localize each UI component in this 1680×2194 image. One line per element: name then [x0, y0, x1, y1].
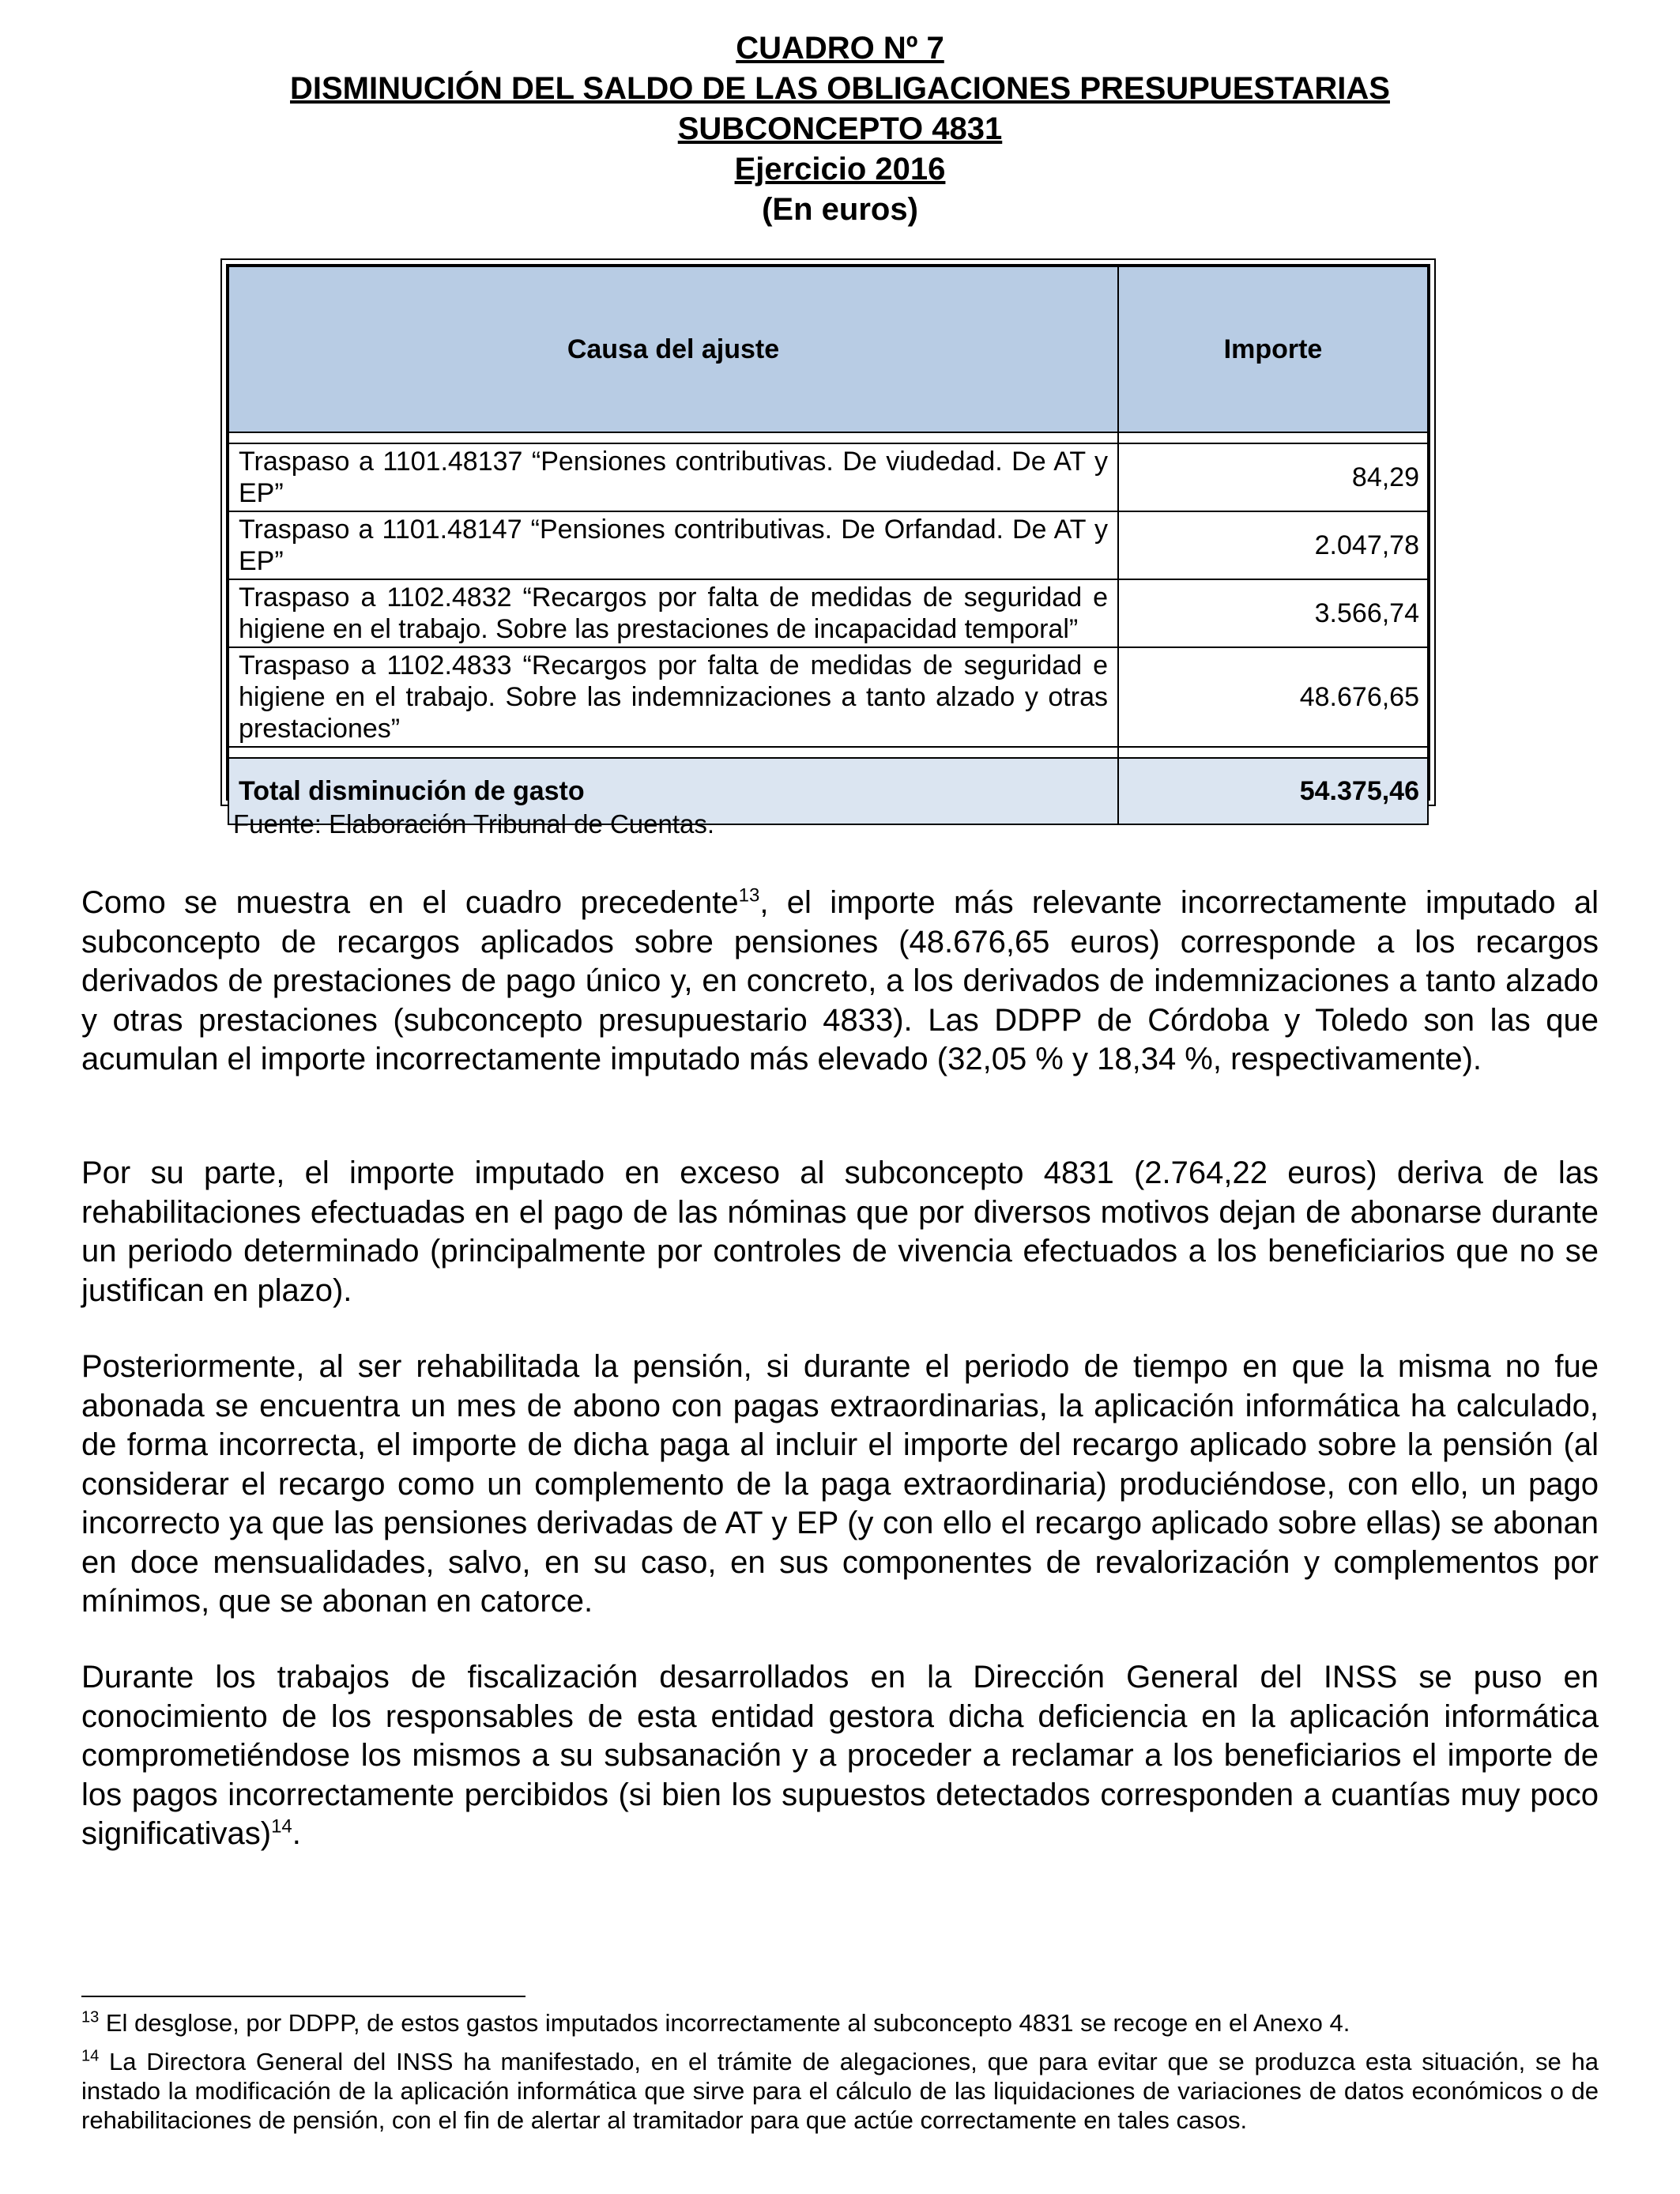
table-title-block — [0, 28, 1680, 230]
paragraph-text: , el importe más relevante incorrectamente imputado al subconcepto de recargos aplicados sobre pensiones (48.676,65 euros) corresponde a los recargos derivados de prestaciones de pago único y, en concreto, a los derivados de indemnizaciones a tanto alzado y otras prestaciones (subconcepto presupuestario 4833). Las DDPP de Córdoba y Toledo son las que acumulan el importe incorrectamente imputado más elevado (32,05 % y 18,34 %, respectivamente). — [81, 885, 1599, 1076]
table-row — [228, 579, 1428, 647]
footnote-13 — [81, 2008, 1599, 2038]
table-units: (En euros) — [762, 192, 918, 227]
total-label: Total disminución de gasto — [228, 758, 1118, 824]
paragraph-3: Posteriormente, al ser rehabilitada la pensión, si durante el periodo de tiempo en que la misma no fue abonada se encuentra un mes de abono con pagas extraordinarias, la aplicación informática ha calculado, de forma incorrecta, el importe de dicha paga al incluir el importe del recargo aplicado sobre la pensión (al considerar el recargo como un complemento de la paga extraordinaria) produciéndose, con ello, un pago incorrecto ya que las pensiones derivadas de AT y EP (y con ello el recargo aplicado sobre ellas) se abonan en doce mensualidades, salvo, en su caso, en sus componentes de revalorización y complementos por mínimos, que se abonan en catorce. — [81, 1349, 1599, 1619]
row-cause: Traspaso a 1102.4832 “Recargos por falta de medidas de seguridad e higiene en el trabajo. Sobre las prestaciones de incapacidad temporal” — [228, 579, 1118, 647]
row-amount: 48.676,65 — [1118, 647, 1428, 747]
footnote-separator — [81, 1996, 525, 1997]
footnote-text: El desglose, por DDPP, de estos gastos imputados incorrectamente al subconcepto 4831 se recoge en el Anexo 4. — [99, 2009, 1350, 2037]
paragraph-text: Como se muestra en el cuadro precedente — [81, 885, 739, 920]
paragraph-1 — [81, 884, 1599, 1080]
row-cause: Traspaso a 1102.4833 “Recargos por falta de medidas de seguridad e higiene en el trabajo. Sobre las indemnizaciones a tanto alzado y otras prestaciones” — [228, 647, 1118, 747]
total-amount: 54.375,46 — [1118, 758, 1428, 824]
paragraph-text: . — [292, 1816, 301, 1851]
footnote-number: 14 — [81, 2047, 100, 2065]
row-amount: 3.566,74 — [1118, 579, 1428, 647]
footnote-text: La Directora General del INSS ha manifestado, en el trámite de alegaciones, que para evitar que se produzca esta situación, se ha instado la modificación de la aplicación informática que sirve para el cálculo de las liquidaciones de variaciones de datos económicos o de rehabilitaciones de pensión, con el fin de alertar al tramitador para que actúe correctamente en tales casos. — [81, 2048, 1599, 2134]
table-source: Fuente: Elaboración Tribunal de Cuentas. — [233, 809, 715, 839]
table-number: CUADRO Nº 7 — [736, 31, 944, 66]
paragraph-4 — [81, 1658, 1599, 1854]
table-row — [228, 511, 1428, 579]
footnote-number: 13 — [81, 2008, 100, 2026]
table-subtitle-year: Ejercicio 2016 — [734, 152, 946, 187]
table-row — [228, 647, 1428, 747]
paragraph-text: Durante los trabajos de fiscalización desarrollados en la Dirección General del INSS se puso en conocimiento de los responsables de esta entidad gestora dicha deficiencia en la aplicación informática comprometiéndose los mismos a su subsanación y a proceder a reclamar a los beneficiarios el importe de los pagos incorrectamente percibidos (si bien los supuestos detectados corresponden a cuantías muy poco significativas) — [81, 1660, 1599, 1851]
row-amount: 84,29 — [1118, 443, 1428, 511]
adjustments-table — [228, 266, 1429, 825]
table-title: DISMINUCIÓN DEL SALDO DE LAS OBLIGACIONES PRESUPUESTARIAS — [290, 71, 1390, 106]
paragraph-2: Por su parte, el importe imputado en exceso al subconcepto 4831 (2.764,22 euros) deriva de las rehabilitaciones efectuadas en el pago de las nóminas que por diversos motivos dejan de abonarse durante un periodo determinado (principalmente por controles de vivencia efectuados a los beneficiarios que no se justifican en plazo). — [81, 1155, 1599, 1308]
header-amount: Importe — [1118, 266, 1428, 432]
row-amount: 2.047,78 — [1118, 511, 1428, 579]
row-cause: Traspaso a 1101.48147 “Pensiones contributivas. De Orfandad. De AT y EP” — [228, 511, 1118, 579]
header-cause: Causa del ajuste — [228, 266, 1118, 432]
table-row — [228, 443, 1428, 511]
footnote-14 — [81, 2047, 1599, 2135]
adjustments-table-frame — [220, 258, 1436, 806]
table-subtitle-subconcept: SUBCONCEPTO 4831 — [677, 111, 1003, 146]
row-cause: Traspaso a 1101.48137 “Pensiones contributivas. De viudedad. De AT y EP” — [228, 443, 1118, 511]
footnote-ref-14[interactable]: 14 — [271, 1815, 292, 1838]
footnote-ref-13[interactable]: 13 — [738, 884, 760, 907]
